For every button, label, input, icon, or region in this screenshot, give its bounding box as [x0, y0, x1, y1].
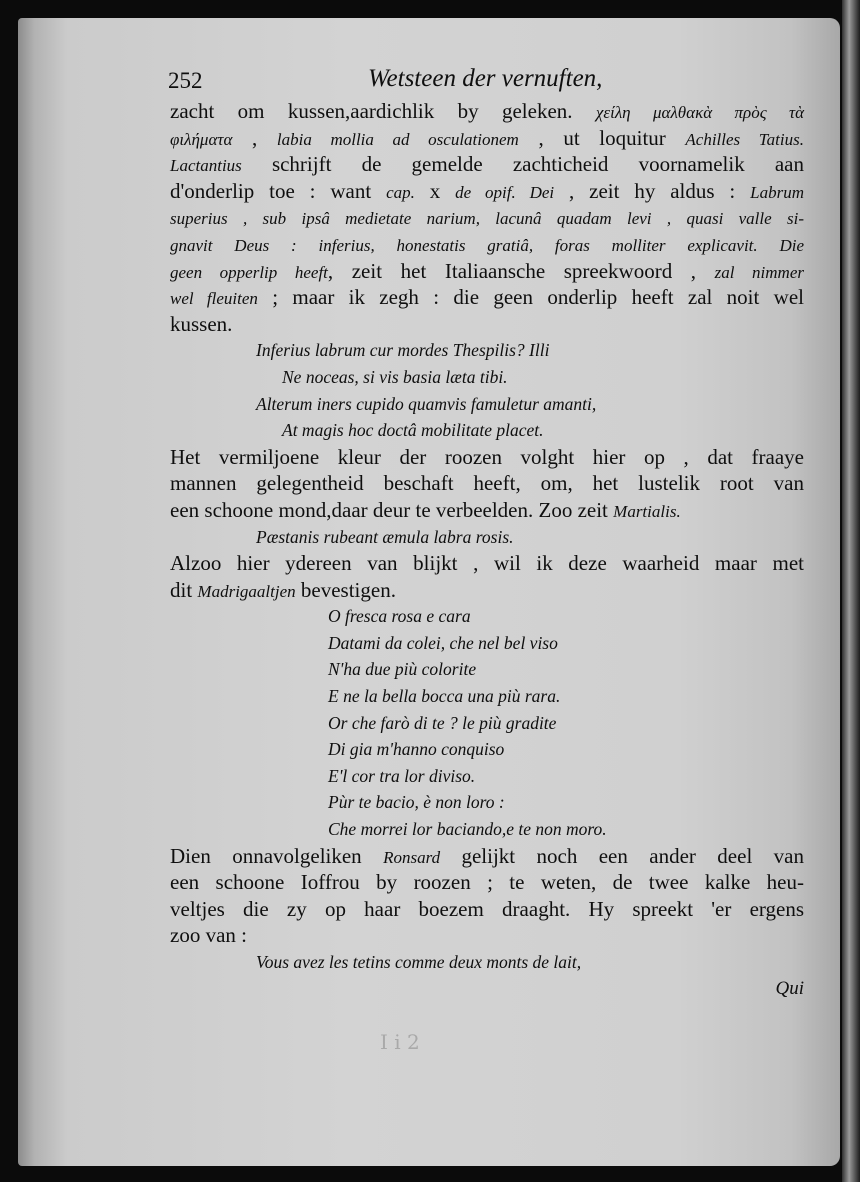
text-line: [170, 843, 804, 870]
text-run: , ut loquitur: [518, 125, 686, 150]
text-run: d'onderlip toe : want: [170, 178, 387, 203]
signature-mark: I i 2: [380, 1030, 420, 1054]
verse-line: Or che farò di te ? le più gradite: [328, 712, 557, 733]
text-run: , zeit hy aldus :: [554, 178, 751, 203]
text-run: een schoone Ioffrou by roozen ; te weten, de twee kalke heu-: [170, 870, 804, 895]
text-line: [170, 896, 804, 923]
running-head: Wetsteen der vernuften,: [368, 65, 603, 92]
paragraph-3: [170, 550, 804, 603]
text-run: dit: [170, 577, 198, 602]
text-line: [170, 98, 804, 125]
text-line: [170, 178, 804, 205]
verse-line: Inferius labrum cur mordes Thespilis? Illi: [256, 340, 550, 361]
page-number: 252: [168, 68, 203, 93]
verse-line: E'l cor tra lor diviso.: [328, 765, 476, 786]
text-run: schrijft de gemelde zachticheid voornamelik aan: [241, 152, 804, 177]
text-run: zoo van :: [170, 923, 247, 948]
verse-line: Pùr te bacio, è non loro :: [328, 792, 505, 813]
text-line: [170, 922, 804, 949]
greek-run: φιλήματα: [170, 129, 233, 149]
verse-line: Datami da colei, che nel bel viso: [328, 632, 558, 653]
text-line: [170, 204, 804, 231]
text-line: [170, 444, 804, 471]
text-line: [170, 284, 804, 311]
text-run: veltjes die zy op haar boezem draaght. Hy spreekt 'er ergens: [170, 896, 804, 921]
text-run: Alzoo hier ydereen van blijkt , wil ik deze waarheid maar met: [170, 551, 804, 576]
text-run: bevestigen.: [295, 577, 396, 602]
page-edge: [842, 0, 860, 1182]
text-line: [170, 577, 804, 604]
verse-line: Alterum iners cupido quamvis famuletur amanti,: [256, 393, 597, 414]
verse-ronsard: Vous avez les tetins comme deux monts de lait,: [256, 952, 582, 972]
verse-line: E ne la bella bocca una più rara.: [328, 686, 561, 707]
text-run: zacht om kussen,aardichlik by geleken.: [170, 99, 596, 123]
text-line: [170, 869, 804, 896]
italic-run: de opif. Dei: [455, 182, 555, 202]
verse-line: N'ha due più colorite: [328, 659, 477, 680]
verse-line: Che morrei lor baciando,e te non moro.: [328, 819, 607, 840]
text-line: [170, 311, 804, 338]
verse-line: Di gia m'hanno conquiso: [328, 739, 505, 760]
greek-run: χείλη μαλθακὰ πρὸς τὰ: [595, 103, 804, 122]
italic-run: Martialis.: [613, 501, 681, 521]
italic-run: Ronsard: [383, 847, 441, 867]
text-run: gelijkt noch een ander deel van: [440, 843, 804, 868]
text-run: een schoone mond,daar deur te verbeelden. Zoo zeit: [170, 497, 614, 522]
text-line: [170, 125, 804, 152]
verse-line: O fresca rosa e cara: [328, 606, 471, 627]
text-line: [170, 231, 804, 258]
italic-run: Achilles Tatius.: [685, 129, 804, 149]
italic-run: superius , sub ipsâ medietate narium, lacunâ quadam levi , quasi valle si-: [170, 209, 804, 229]
text-line: [170, 151, 804, 178]
text-run: Dien onnavolgeliken: [170, 843, 384, 868]
verse-line: At magis hoc doctâ mobilitate placet.: [282, 420, 544, 441]
italic-run: labia mollia ad osculationem: [276, 129, 519, 149]
text-run: ; maar ik zegh : die geen onderlip heeft zal noit wel: [257, 285, 804, 310]
catchword: Qui: [775, 977, 804, 999]
madrigal: [170, 603, 804, 842]
text-run: Het vermiljoene kleur der roozen volght hier op , dat fraaye: [170, 444, 804, 469]
italic-run: geen opperlip heeft: [170, 262, 328, 282]
text-line: [170, 470, 804, 497]
page-header: [170, 62, 804, 98]
text-run: kussen.: [170, 311, 233, 336]
text-line: [170, 550, 804, 577]
text-run: , zeit het Italiaansche spreekwoord ,: [327, 258, 715, 283]
text-run: ,: [232, 125, 277, 150]
verse-martial: Pæstanis rubeant æmula labra rosis.: [256, 526, 514, 547]
italic-run: Lactantius: [170, 156, 242, 176]
paragraph-1: [170, 98, 804, 337]
text-line: [170, 497, 804, 524]
italic-run: Labrum: [750, 182, 804, 202]
verse-1: [170, 337, 804, 443]
text-line: [170, 258, 804, 285]
italic-run: Madrigaaltjen: [197, 581, 296, 601]
text-run: mannen gelegentheid beschaft heeft, om, het lustelik root van: [170, 471, 804, 496]
verse-line: Ne noceas, si vis basia læta tibi.: [282, 366, 508, 387]
paragraph-2: [170, 444, 804, 524]
italic-run: wel fleuiten: [170, 289, 258, 309]
page-text: [170, 62, 804, 1002]
paragraph-4: [170, 843, 804, 949]
italic-run: gnavit Deus : inferius, honestatis gratiâ, foras molliter explicavit. Die: [170, 235, 804, 255]
italic-run: cap.: [386, 182, 415, 202]
text-run: x: [414, 178, 456, 203]
italic-run: zal nimmer: [714, 262, 804, 282]
